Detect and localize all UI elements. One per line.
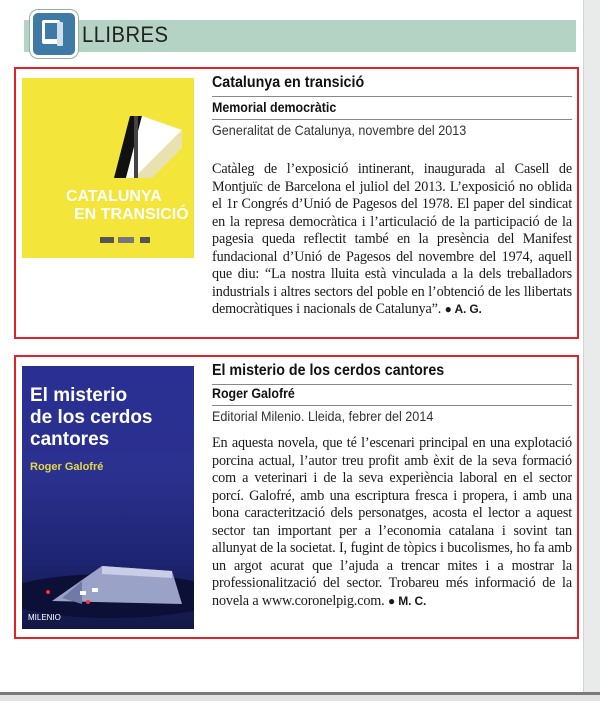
book-icon xyxy=(39,18,67,48)
review-signature: ● A. G. xyxy=(444,302,482,316)
book-subtitle: Memorial democràtic xyxy=(212,100,337,115)
divider xyxy=(212,96,572,97)
section-title: LLIBRES xyxy=(82,22,169,47)
review-signature: ● M. C. xyxy=(387,593,427,608)
divider xyxy=(212,405,572,406)
book-title: El misterio de los cerdos cantores xyxy=(212,362,445,379)
book-cover-catalunya xyxy=(22,78,194,258)
review-text: En aquesta novela, que té l’escenari principal en una explotació porcina actual, l’autor treu profit amb èxit de la seva formació com a veterinari i de la seva experiència laboral en el sector porcí. Galofré, amb una escriptura fresca i propera, i amb una bona caracterització dels personatges, acosta el lector a aquest sector tan important per a l’economia catalana i sovint tan allunyat de la societat. I, fugint de tòpics i bucolismes, ho fa amb un argot acurat que l’ajuda a trencar mites i a mostrar la professionalització del sector. Trobareu més informació de la novela a www.coronelpig.com. xyxy=(212,435,572,609)
cover-line-1: CATALUNYA xyxy=(66,188,162,205)
cover-line-3: cantores xyxy=(30,429,110,450)
review-body xyxy=(212,435,572,610)
page-edge-strip xyxy=(583,0,600,701)
cover-line-2: de los cerdos xyxy=(30,407,153,428)
book-title: Catalunya en transició xyxy=(212,74,365,91)
bottom-band xyxy=(0,695,600,701)
section-icon-box xyxy=(30,10,78,58)
cover-line-1: El misterio xyxy=(30,385,128,406)
review-body xyxy=(212,161,572,319)
book-review-card-catalunya xyxy=(14,67,579,339)
cover-art xyxy=(22,366,194,629)
review-text: Catàleg de l’exposició intinerant, inaugurada al Casell de Montjuïc de Barcelona el juliol del 2013. L’exposició no oblida el 1r Congrés d’Unió de Pagesos del 1978. El paper del sindicat en la represa democràtica i l’articulació de la participació de la pagesia queda reflectit també en la presència del Manifest fundacional d’Unió de Pagesos del novembre del 1974, aquell que diu: “La nostra lluita està vinculada a la dels treballadors industrials i altres sectors del poble en l’obtenció de les llibertats democràtiques i nacionals de Catalunya”. xyxy=(212,161,572,317)
cover-line-2: EN TRANSICIÓ xyxy=(74,206,189,223)
book-cover-cerdos xyxy=(22,366,194,629)
book-publisher: Editorial Milenio. Lleida, febrer del 2014 xyxy=(212,408,434,424)
cover-author: Roger Galofré xyxy=(30,461,104,473)
book-publisher: Generalitat de Catalunya, novembre del 2013 xyxy=(212,122,467,138)
cover-art xyxy=(22,78,194,258)
divider xyxy=(212,119,572,120)
book-author: Roger Galofré xyxy=(212,386,295,401)
divider xyxy=(212,384,572,385)
cover-brand: MILENIO xyxy=(28,613,61,622)
book-review-card-cerdos xyxy=(14,355,579,639)
